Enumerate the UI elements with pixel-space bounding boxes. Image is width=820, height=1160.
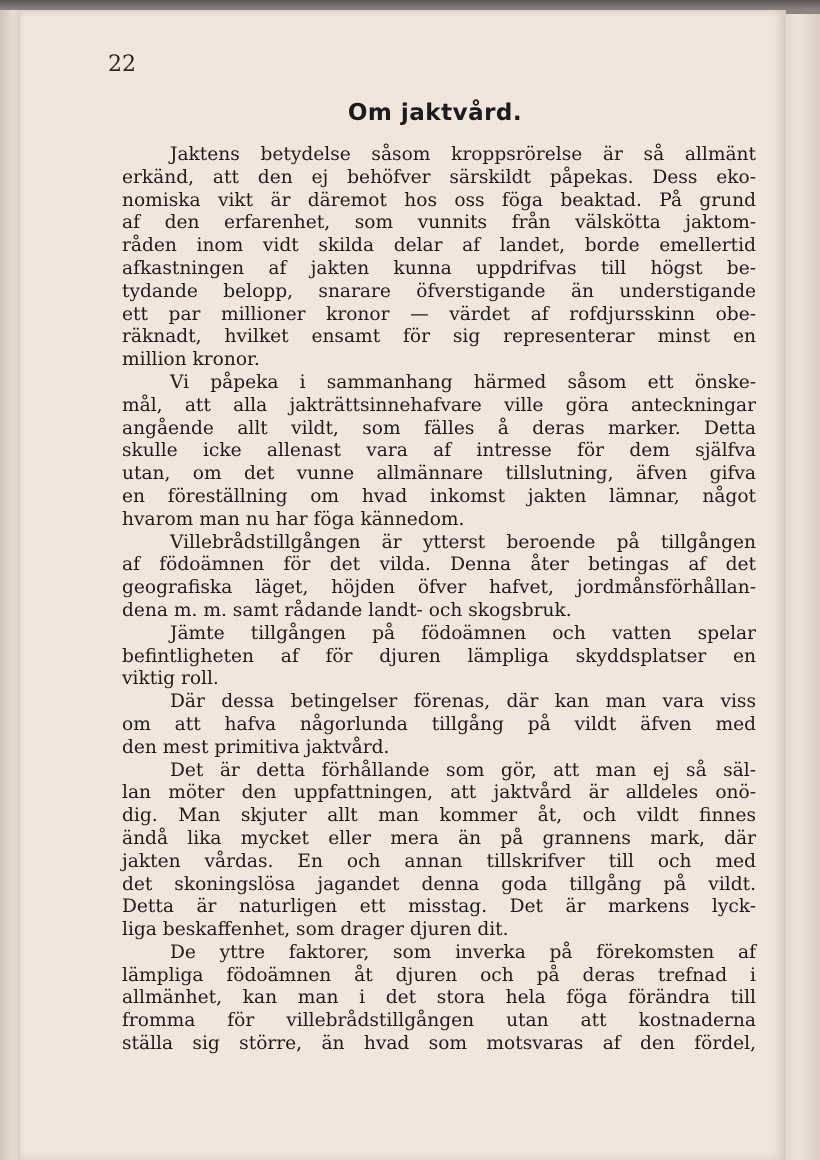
text-line: en föreställning om hvad inkomst jakten lämnar, något [122, 485, 756, 507]
text-line: utan, om det vunne allmännare tillslutning, äfven gifva [122, 463, 756, 485]
text-line: af den erfarenhet, som vunnits från välskötta jaktom- [122, 212, 756, 234]
text-line: million kronor. [122, 349, 260, 371]
text-line: dena m. m. samt rådande landt- och skogsbruk. [122, 599, 572, 621]
text-line: af födoämnen för det vilda. Denna åter betingas af det [122, 554, 756, 576]
text-line: befintligheten af för djuren lämpliga skyddsplatser en [122, 645, 756, 667]
text-line: allmänhet, kan man i det stora hela föga förändra till [122, 987, 756, 1009]
text-line: Jaktens betydelse såsom kroppsrörelse är så allmänt [170, 144, 756, 165]
page-number: 22 [108, 52, 136, 77]
text-line: ställa sig större, än hvad som motsvaras af den fördel, [122, 1033, 756, 1055]
text-line: Jämte tillgången på födoämnen och vatten spelar [170, 622, 756, 644]
text-line: liga beskaffenhet, som drager djuren dit. [122, 919, 509, 941]
text-line: fromma för villebrådstillgången utan att kostnaderna [122, 1010, 756, 1032]
text-line: erkänd, att den ej behöfver särskildt påpekas. Dess eko- [122, 166, 756, 188]
text-line: lan möter den uppfattningen, att jaktvård är alldeles onö- [122, 782, 756, 804]
text-line: tydande belopp, snarare öfverstigande än understigande [122, 280, 756, 302]
text-line: ett par millioner kronor — värdet af rofdjursskinn obe- [122, 303, 756, 325]
body-text [122, 144, 756, 1056]
text-line: dig. Man skjuter allt man kommer åt, och vildt finnes [122, 805, 756, 827]
text-line: Detta är naturligen ett misstag. Det är markens lyck- [122, 896, 756, 918]
text-line: Villebrådstillgången är ytterst beroende på tillgången [170, 531, 756, 553]
text-line: nomiska vikt är däremot hos oss föga beaktad. På grund [122, 189, 756, 211]
text-line: räknadt, hvilket ensamt för sig representerar minst en [122, 326, 756, 348]
text-line: råden inom vidt skilda delar af landet, borde emellertid [122, 235, 756, 257]
text-line: skulle icke allenast vara af intresse för dem själfva [122, 440, 756, 462]
text-line: Vi påpeka i sammanhang härmed såsom ett önske- [170, 371, 756, 393]
text-line: De yttre faktorer, som inverka på förekomsten af [170, 941, 756, 963]
left-page-edge [0, 0, 22, 1160]
text-line: Där dessa betingelser förenas, där kan man vara viss [170, 691, 756, 713]
text-line: hvarom man nu har föga kännedom. [122, 508, 465, 530]
text-line: mål, att alla jakträttsinnehafvare ville göra anteckningar [122, 394, 756, 416]
text-line: Det är detta förhållande som gör, att man ej så säl- [170, 759, 756, 781]
text-line: om att hafva någorlunda tillgång på vildt äfven med [122, 713, 756, 735]
chapter-title: Om jaktvård. [347, 100, 523, 126]
text-line: det skoningslösa jagandet denna goda tillgång på vildt. [122, 873, 756, 895]
text-line: lämpliga födoämnen åt djuren och på deras trefnad i [122, 964, 756, 986]
text-line: den mest primitiva jaktvård. [122, 736, 390, 758]
text-line: jakten vårdas. En och annan tillskrifver till och med [122, 850, 756, 872]
text-line: angående allt vildt, som fälles å deras marker. Detta [122, 417, 756, 439]
top-shadow [0, 0, 820, 10]
text-line: ändå lika mycket eller mera än på grannens mark, där [122, 827, 756, 849]
text-line: afkastningen af jakten kunna uppdrifvas till högst be- [122, 257, 756, 279]
right-page-edge [782, 14, 820, 1160]
text-line: geografiska läget, höjden öfver hafvet, jordmånsförhållan- [122, 577, 756, 599]
text-line: viktig roll. [122, 668, 219, 690]
book-page [20, 8, 786, 1160]
